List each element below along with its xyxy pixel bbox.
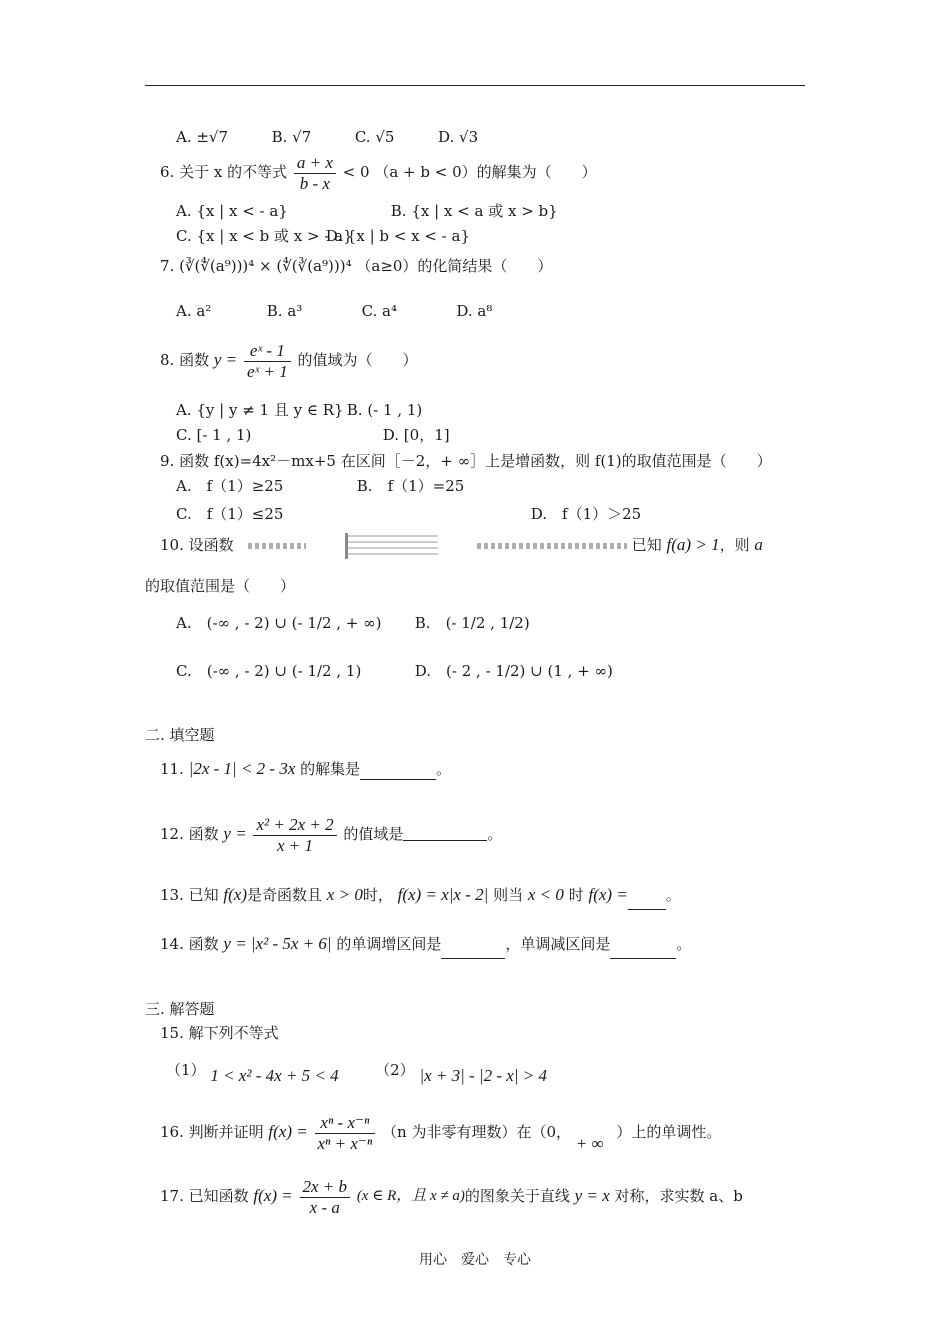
section-fill-in: 二. 填空题 xyxy=(145,726,215,744)
q6-option-c: C. {x | x < b 或 x > - a} xyxy=(176,227,353,245)
q8-option-c: C. [- 1 , 1) xyxy=(176,426,252,444)
q10-garbled-formula-3 xyxy=(477,543,627,549)
q17-fraction: $\frac{2x + b}{x - a}$ xyxy=(300,1177,351,1218)
q9-option-c: C. f（1）≤25 xyxy=(176,505,284,523)
q13: 13. 已知 f(x)是奇函数且 x > 0时， f(x) = x|x - 2| 则当 x < 0 时 f(x) = 。 xyxy=(160,880,681,910)
q10-options-row1 xyxy=(176,612,530,634)
q17: 17. 已知函数 f(x) = $\frac{2x + b}{x - a}$ (x ∈ R，且 x ≠ a)的图象关于直线 y = x 对称，求实数 a、b xyxy=(160,1176,743,1217)
q12-fraction: $\frac{\text{x² + 2x + 2}}{x + 1}$ xyxy=(253,815,336,856)
q8-option-d: D. [0，1] xyxy=(382,426,450,444)
q10-options-row2 xyxy=(176,660,613,682)
q15-inequality-2: |x + 3| - |2 - x| > 4 xyxy=(419,1066,547,1085)
q14-increasing-blank[interactable] xyxy=(441,944,505,959)
q10-garbled-formula-1 xyxy=(248,543,306,549)
q10-option-a: A. (-∞ , - 2) ∪ (- 1/2 , + ∞) xyxy=(176,614,382,632)
q5-options xyxy=(176,126,478,148)
q5-option-b: B. √7 xyxy=(271,128,312,146)
q5-option-d: D. √3 xyxy=(438,128,479,146)
q11: 11. |2x - 1| < 2 - 3x 的解集是 。 xyxy=(160,759,452,778)
page-footer: 用心 爱心 专心 xyxy=(419,1252,531,1268)
q6-options-row2 xyxy=(176,225,470,247)
header-rule xyxy=(145,85,805,86)
q7-option-c: C. a⁴ xyxy=(361,302,397,320)
q6-fraction: $\frac{a + x}{b - x}$ xyxy=(294,153,336,194)
q6-options-row1 xyxy=(176,200,558,222)
section-solutions: 三. 解答题 xyxy=(145,1000,215,1018)
q10-stem: 10. 设函数 已知 f(a) > 1，则 a xyxy=(160,530,763,560)
q7-stem: 7. (∛(∜(a⁹)))⁴ × (∜(∛(a⁹)))⁴ （a≥0）的化简结果（ ） xyxy=(160,257,553,275)
q10-option-c: C. (-∞ , - 2) ∪ (- 1/2 , 1) xyxy=(176,662,362,680)
q9-option-a: A. f（1）≥25 xyxy=(176,477,284,495)
q15-inequality-1: 1 < x² - 4x + 5 < 4 xyxy=(210,1066,339,1085)
q6-option-b: B. {x | x < a 或 x > b} xyxy=(390,202,558,220)
q10-garbled-formula-2 xyxy=(345,533,438,559)
q6-stem: 6. 关于 x 的不等式 $\frac{a + x}{b - x}$ < 0 （a + b < 0）的解集为（ ） xyxy=(160,152,597,193)
q16-fraction: $\frac{\text{xⁿ - x⁻ⁿ}}{\text{xⁿ + x⁻ⁿ}}$ xyxy=(315,1113,376,1154)
q16: 16. 判断并证明 f(x) = $\frac{\text{xⁿ - x⁻ⁿ}}{\text{xⁿ + x⁻ⁿ}}$ （n 为非零有理数）在（0， + ∞ ）上的单调性。 xyxy=(160,1112,722,1153)
q11-expression: |2x - 1| < 2 - 3x xyxy=(188,759,296,778)
q9-option-b: B. f（1）=25 xyxy=(356,477,465,495)
q10-condition: f(a) > 1 xyxy=(666,535,720,554)
q15-parts: （1） 1 < x² - 4x + 5 < 4 （2） |x + 3| - |2 - x| > 4 xyxy=(166,1056,547,1090)
q8-option-b: B. (- 1 , 1) xyxy=(346,401,423,419)
q9-options-row2 xyxy=(176,503,641,525)
q12-answer-blank[interactable] xyxy=(403,826,487,841)
q14-expression: y = |x² - 5x + 6| xyxy=(223,934,332,953)
q7-option-b: B. a³ xyxy=(266,302,303,320)
q10-stem-line2: 的取值范围是（ ） xyxy=(145,577,296,595)
q9-option-d: D. f（1）＞25 xyxy=(530,505,642,523)
q9-stem: 9. 函数 f(x)=4x²－mx+5 在区间［－2，+ ∞］上是增函数，则 f(1)的取值范围是（ ） xyxy=(160,452,772,470)
q9-options-row1 xyxy=(176,475,464,497)
q5-option-c: C. √5 xyxy=(354,128,395,146)
q5-option-a: A. ±√7 xyxy=(176,128,229,146)
q8-options-row1 xyxy=(176,399,422,421)
q8-fraction: $\frac{\text{eˣ - 1}}{\text{eˣ + 1}}$ xyxy=(244,341,291,382)
q8-option-a: A. {y | y ≠ 1 且 y ∈ R} xyxy=(176,401,344,419)
q12: 12. 函数 y = $\frac{\text{x² + 2x + 2}}{x + 1}$ 的值域是 。 xyxy=(160,814,503,855)
q6-option-d: D. {x | b < x < - a} xyxy=(325,227,470,245)
q14: 14. 函数 y = |x² - 5x + 6| 的单调增区间是 ，单调减区间是 。 xyxy=(160,929,691,959)
q7-option-d: D. a⁸ xyxy=(456,302,493,320)
q10-option-b: B. (- 1/2 , 1/2) xyxy=(414,614,530,632)
q10-option-d: D. (- 2 , - 1/2) ∪ (1 , + ∞) xyxy=(414,662,613,680)
q14-decreasing-blank[interactable] xyxy=(610,944,676,959)
q7-options xyxy=(176,300,492,322)
q6-option-a: A. {x | x < - a} xyxy=(176,202,288,220)
q11-answer-blank[interactable] xyxy=(360,765,436,780)
q15-stem: 15. 解下列不等式 xyxy=(160,1024,279,1042)
q8-stem: 8. 函数 y = $\frac{\text{eˣ - 1}}{\text{eˣ + 1}}$ 的值域为（ ） xyxy=(160,340,418,381)
q13-answer-blank[interactable] xyxy=(628,897,666,910)
q7-expression: (∛(∜(a⁹)))⁴ × (∜(∛(a⁹)))⁴ xyxy=(179,257,352,275)
q8-options-row2 xyxy=(176,424,450,446)
q13-definition: f(x) = x|x - 2| xyxy=(397,885,489,904)
q7-option-a: A. a² xyxy=(176,302,212,320)
